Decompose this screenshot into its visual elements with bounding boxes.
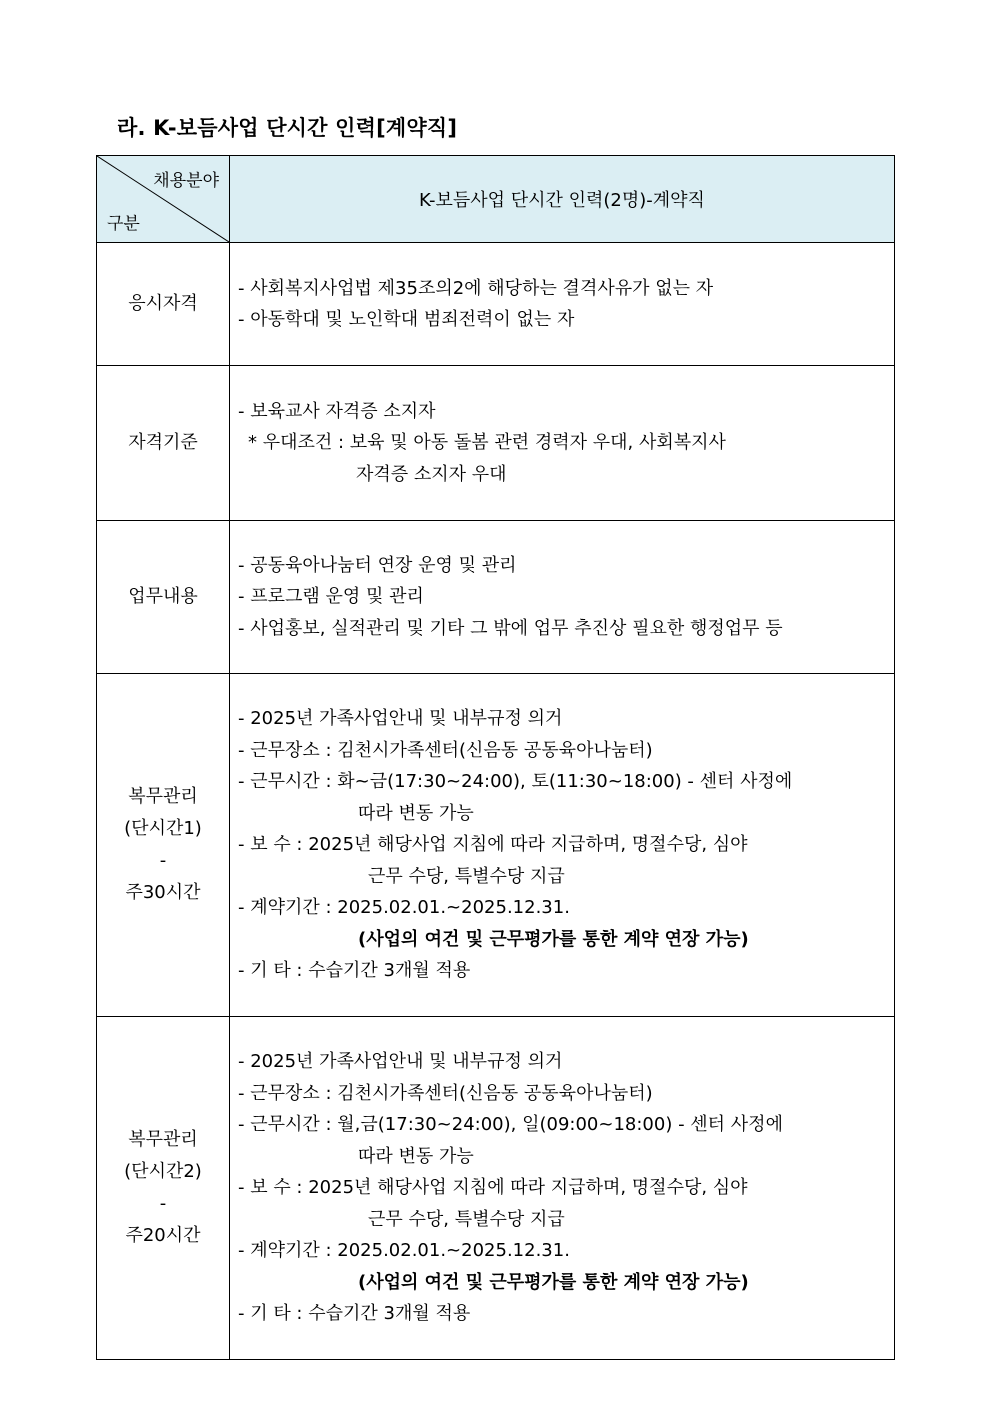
row-label-text: 주20시간 — [125, 1225, 201, 1246]
content-line: - 2025년 가족사업안내 및 내부규정 의거 — [238, 1051, 563, 1073]
table-row-service-parttime-1 — [97, 674, 895, 1017]
corner-category-label: 구분 — [107, 214, 140, 234]
content-line: 자격증 소지자 우대 — [356, 463, 507, 485]
row-label — [97, 366, 230, 521]
row-content — [230, 366, 895, 521]
corner-header-cell — [97, 156, 230, 243]
content-line: - 근무시간 : 월,금(17:30~24:00), 일(09:00~18:00) - 센터 사정에 — [238, 1114, 783, 1136]
row-label-text: 업무내용 — [128, 586, 198, 607]
row-label-text: - — [159, 850, 167, 871]
content-line: - 기 타 : 수습기간 3개월 적용 — [238, 1303, 471, 1325]
row-label — [97, 521, 230, 674]
content-line: - 2025년 가족사업안내 및 내부규정 의거 — [238, 708, 563, 730]
content-line: 근무 수당, 특별수당 지급 — [368, 865, 565, 887]
recruitment-table — [96, 155, 895, 1360]
row-label-text: (단시간1) — [124, 818, 202, 839]
content-line: - 기 타 : 수습기간 3개월 적용 — [238, 960, 471, 982]
table-row-qualification — [97, 366, 895, 521]
content-line: 따라 변동 가능 — [358, 1145, 474, 1167]
content-line: 근무 수당, 특별수당 지급 — [368, 1208, 565, 1230]
content-line: (사업의 여건 및 근무평가를 통한 계약 연장 가능) — [358, 928, 749, 950]
row-content — [230, 674, 895, 1017]
content-line: (사업의 여건 및 근무평가를 통한 계약 연장 가능) — [358, 1271, 749, 1293]
content-line: - 공동육아나눔터 연장 운영 및 관리 — [238, 554, 517, 576]
row-label-text: - — [159, 1193, 167, 1214]
content-line: - 계약기간 : 2025.02.01.~2025.12.31. — [238, 1240, 570, 1262]
row-label-text: 복무관리 — [128, 786, 198, 807]
row-content — [230, 1017, 895, 1360]
row-label-text: 복무관리 — [128, 1129, 198, 1150]
row-content — [230, 521, 895, 674]
position-title: K-보듬사업 단시간 인력(2명)-계약직 — [230, 156, 895, 243]
content-line: - 사업홍보, 실적관리 및 기타 그 밖에 업무 추진상 필요한 행정업무 등 — [238, 617, 783, 639]
content-line: - 프로그램 운영 및 관리 — [238, 586, 424, 608]
section-heading: 라. K-보듬사업 단시간 인력[계약직] — [117, 116, 458, 140]
row-label — [97, 674, 230, 1017]
content-line: - 근무시간 : 화~금(17:30~24:00), 토(11:30~18:00) - 센터 사정에 — [238, 771, 793, 793]
row-content — [230, 243, 895, 366]
table-row-service-parttime-2 — [97, 1017, 895, 1360]
content-line: * 우대조건 : 보육 및 아동 돌봄 관련 경력자 우대, 사회복지사 — [248, 432, 726, 454]
content-line: - 보육교사 자격증 소지자 — [238, 400, 436, 422]
content-line: - 근무장소 : 김천시가족센터(신음동 공동육아나눔터) — [238, 1082, 653, 1104]
table-row-duties — [97, 521, 895, 674]
content-line: - 보 수 : 2025년 해당사업 지침에 따라 지급하며, 명절수당, 심야 — [238, 1177, 748, 1199]
table-row-eligibility — [97, 243, 895, 366]
row-label — [97, 1017, 230, 1360]
row-label-text: (단시간2) — [124, 1161, 202, 1182]
row-label-text: 자격기준 — [128, 432, 198, 453]
content-line: - 계약기간 : 2025.02.01.~2025.12.31. — [238, 897, 570, 919]
row-label — [97, 243, 230, 366]
table-header-row — [97, 156, 895, 243]
row-label-text: 응시자격 — [128, 293, 198, 314]
content-line: - 사회복지사업법 제35조의2에 해당하는 결격사유가 없는 자 — [238, 277, 714, 299]
content-line: - 보 수 : 2025년 해당사업 지침에 따라 지급하며, 명절수당, 심야 — [238, 834, 748, 856]
row-label-text: 주30시간 — [125, 882, 201, 903]
content-line: - 근무장소 : 김천시가족센터(신음동 공동육아나눔터) — [238, 739, 653, 761]
content-line: 따라 변동 가능 — [358, 802, 474, 824]
content-line: - 아동학대 및 노인학대 범죄전력이 없는 자 — [238, 309, 575, 330]
corner-field-label: 채용분야 — [153, 171, 219, 191]
